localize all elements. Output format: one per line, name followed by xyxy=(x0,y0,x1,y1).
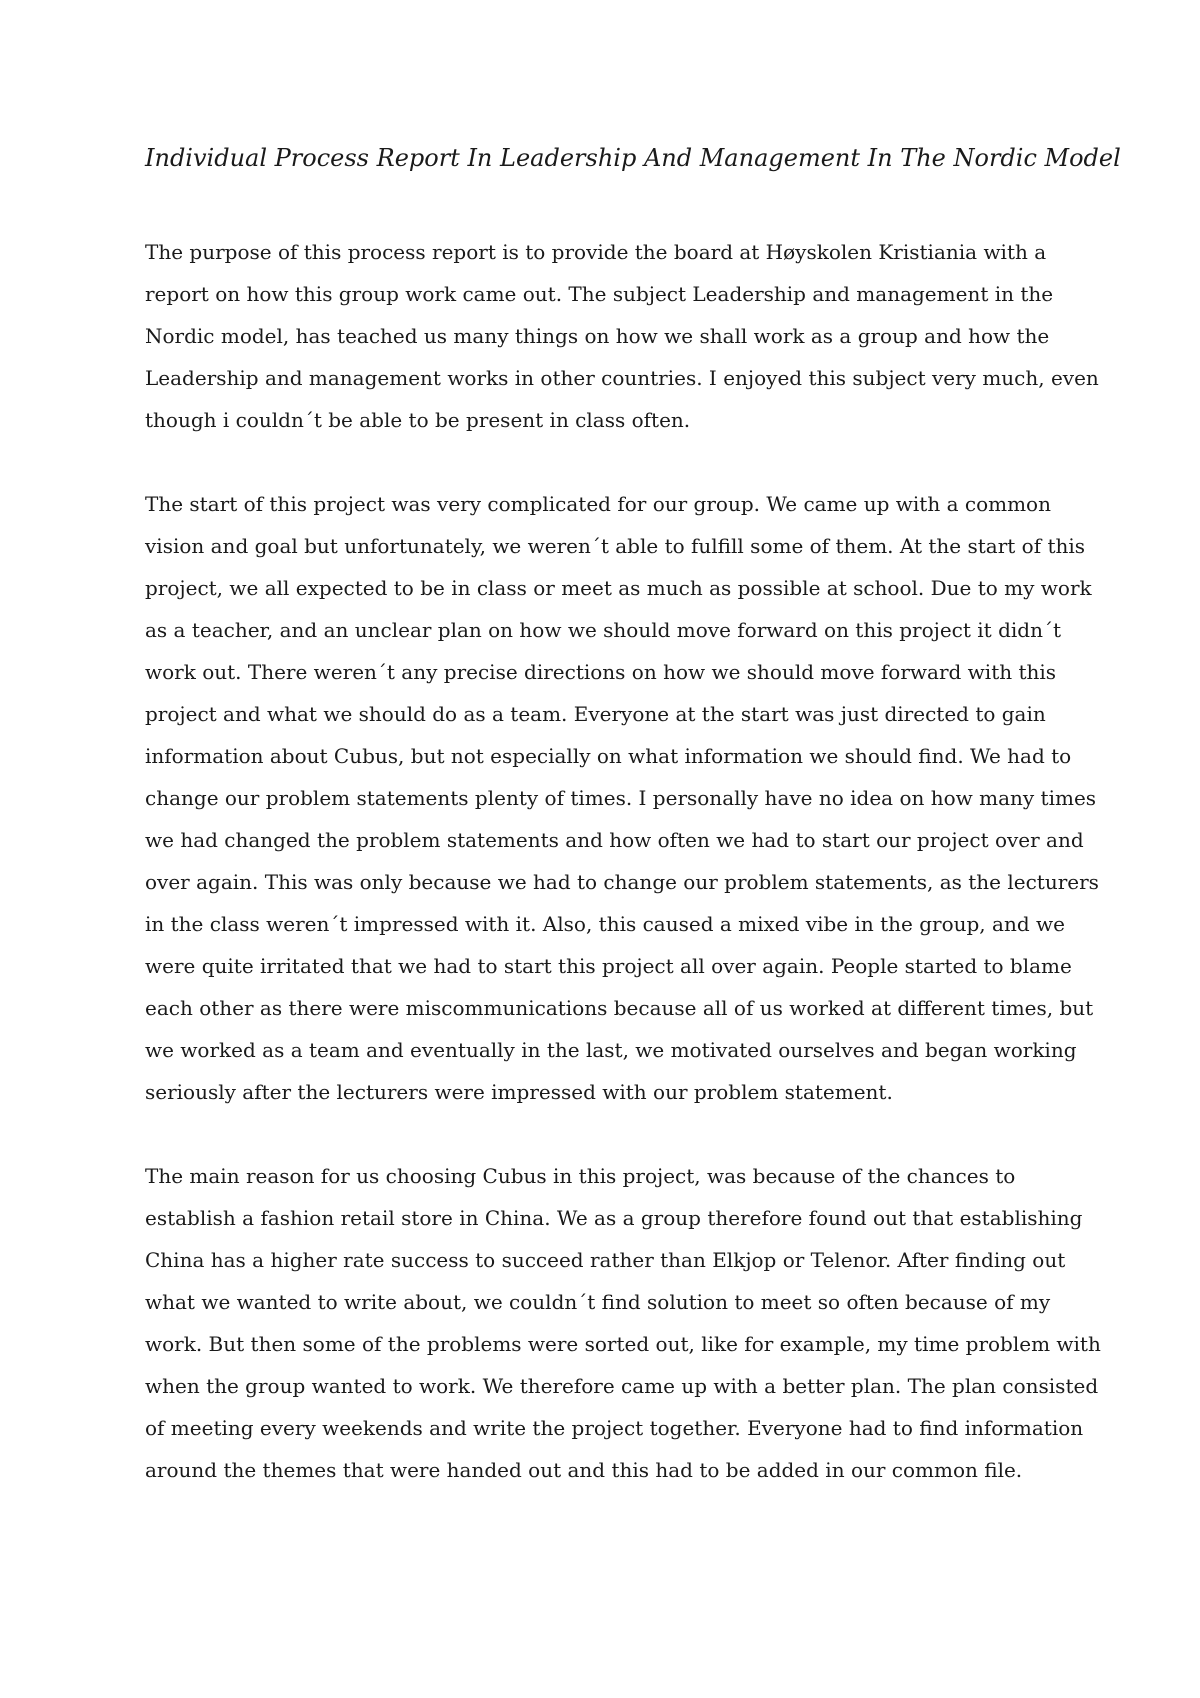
text-line: around the themes that were handed out and this had to be added in our common file. xyxy=(145,1458,1023,1482)
text-line: as a teacher, and an unclear plan on how we should move forward on this project it didn´t xyxy=(145,618,1061,642)
text-line: we had changed the problem statements and how often we had to start our project over and xyxy=(145,828,1084,852)
text-line: Nordic model, has teached us many things on how we shall work as a group and how the xyxy=(145,324,1050,348)
text-line: China has a higher rate success to succeed rather than Elkjop or Telenor. After finding out xyxy=(145,1248,1066,1272)
text-line: over again. This was only because we had to change our problem statements, as the lecturers xyxy=(145,870,1099,894)
text-line: each other as there were miscommunications because all of us worked at different times, but xyxy=(145,996,1094,1020)
text-line: were quite irritated that we had to start this project all over again. People started to blame xyxy=(145,954,1072,978)
text-line: what we wanted to write about, we couldn´t find solution to meet so often because of my xyxy=(145,1290,1051,1314)
text-line: information about Cubus, but not especially on what information we should find. We had to xyxy=(145,744,1072,768)
text-line: when the group wanted to work. We therefore came up with a better plan. The plan consisted xyxy=(145,1374,1099,1398)
text-line: vision and goal but unfortunately, we weren´t able to fulfill some of them. At the start of this xyxy=(145,534,1086,558)
text-line: in the class weren´t impressed with it. Also, this caused a mixed vibe in the group, and we xyxy=(145,912,1065,936)
text-line: of meeting every weekends and write the project together. Everyone had to find information xyxy=(145,1416,1084,1440)
text-line: establish a fashion retail store in China. We as a group therefore found out that establishing xyxy=(145,1206,1083,1230)
text-line: project, we all expected to be in class or meet as much as possible at school. Due to my work xyxy=(145,576,1092,600)
text-line: project and what we should do as a team. Everyone at the start was just directed to gain xyxy=(145,702,1046,726)
text-line: The purpose of this process report is to provide the board at Høyskolen Kristiania with a xyxy=(145,240,1047,264)
paragraph-choosing-cubus xyxy=(145,1155,1101,1491)
text-line: work out. There weren´t any precise directions on how we should move forward with this xyxy=(145,660,1057,684)
text-line: we worked as a team and eventually in the last, we motivated ourselves and began working xyxy=(145,1038,1077,1062)
document-title: Individual Process Report In Leadership And Management In The Nordic Model xyxy=(145,144,1121,172)
text-line: Leadership and management works in other countries. I enjoyed this subject very much, even xyxy=(145,366,1099,390)
text-line: report on how this group work came out. The subject Leadership and management in the xyxy=(145,282,1054,306)
text-line: The start of this project was very complicated for our group. We came up with a common xyxy=(145,492,1051,516)
text-line: change our problem statements plenty of times. I personally have no idea on how many times xyxy=(145,786,1097,810)
text-line: though i couldn´t be able to be present in class often. xyxy=(145,408,691,432)
text-line: The main reason for us choosing Cubus in this project, was because of the chances to xyxy=(145,1164,1016,1188)
paragraph-project-start xyxy=(145,483,1099,1113)
text-line: work. But then some of the problems were sorted out, like for example, my time problem with xyxy=(145,1332,1101,1356)
text-line: seriously after the lecturers were impressed with our problem statement. xyxy=(145,1080,893,1104)
paragraph-purpose xyxy=(145,231,1099,441)
